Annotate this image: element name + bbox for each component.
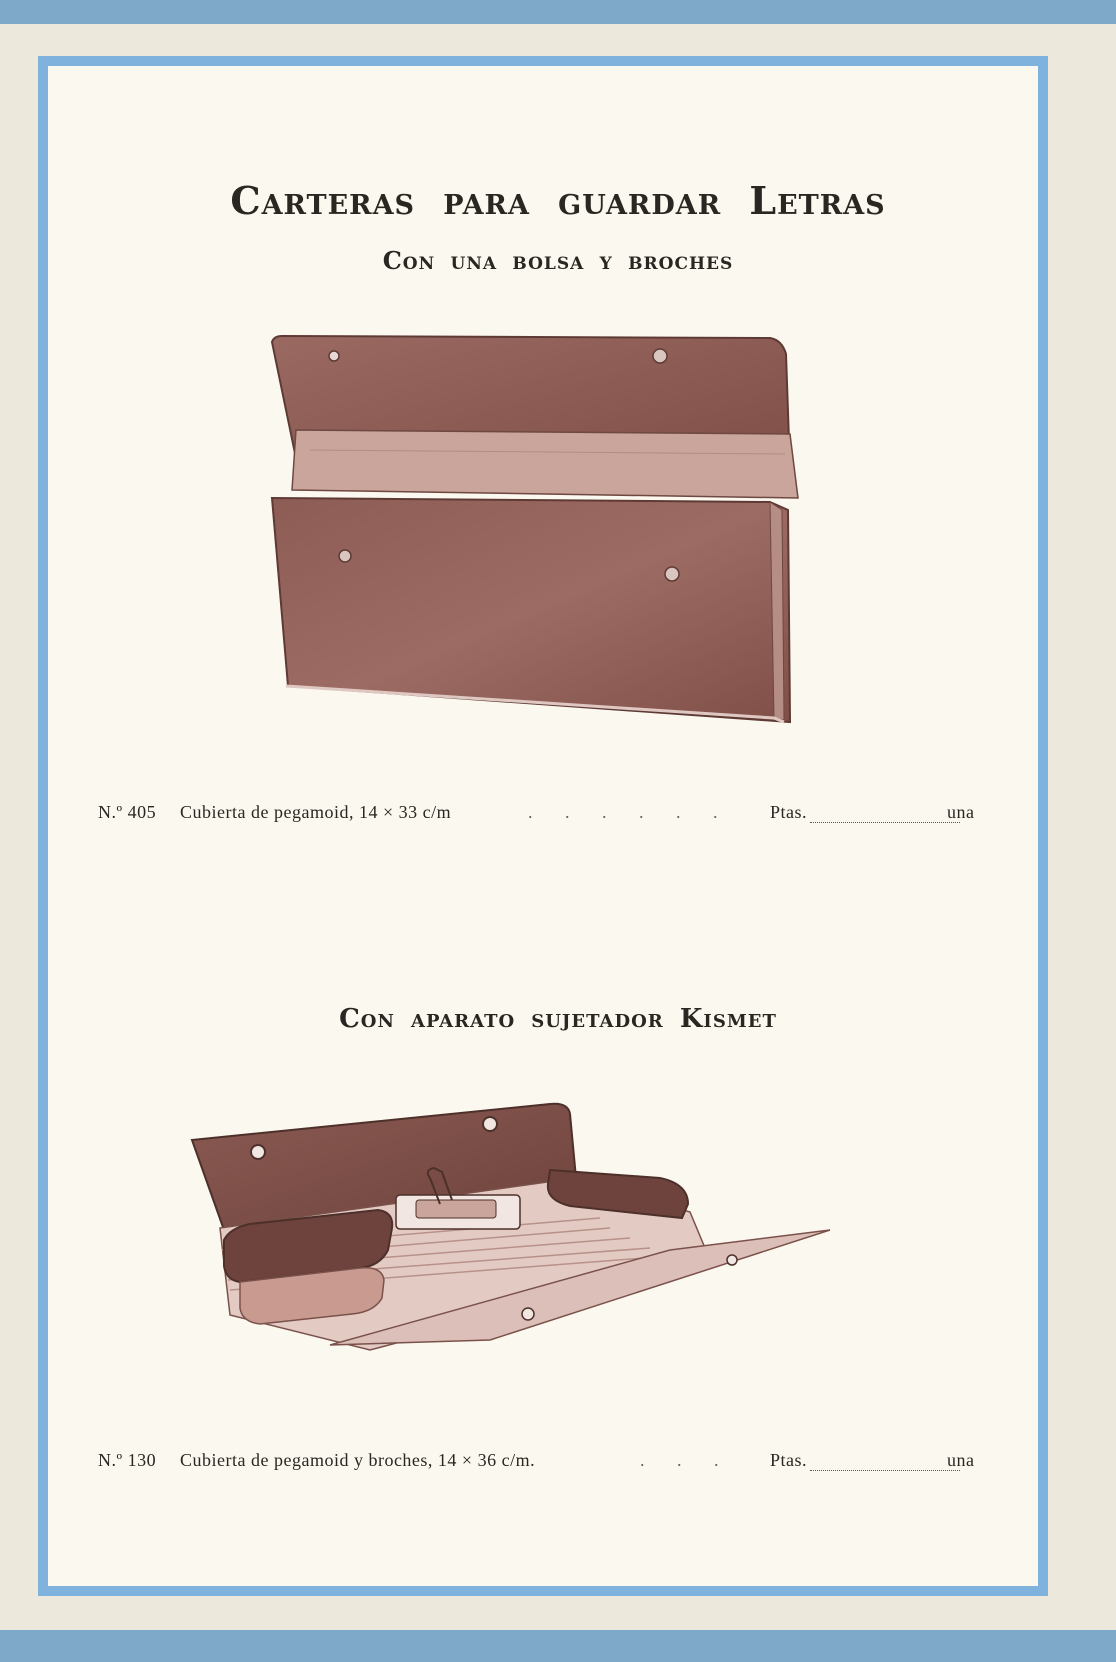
price-label: Ptas. [770,802,808,822]
price-label: Ptas. [770,1450,808,1470]
folder-illustration-405 [270,330,810,740]
page-title: Carteras para guardar Letras [230,178,886,223]
price-blank-line [810,1464,960,1471]
bottom-border-band [0,1630,1116,1662]
price-unit: una [947,1450,975,1470]
folder-illustration-130 [190,1100,900,1390]
price-blank-line [810,816,960,823]
price-unit: una [947,802,975,822]
section-subtitle-kismet: Con aparato sujetador Kismet [339,1004,777,1034]
product-description: Cubierta de pegamoid, 14 × 33 c/m [180,802,452,822]
product-entry-405 [98,802,980,830]
product-number: N.º 405 [98,802,157,822]
product-entry-130 [98,1450,980,1478]
leader-dots: . . . . . . [528,802,732,822]
product-description: Cubierta de pegamoid y broches, 14 × 36 c/m. [180,1450,536,1470]
leader-dots: . . . [640,1450,733,1470]
product-number: N.º 130 [98,1450,157,1470]
section-subtitle-bolsa: Con una bolsa y broches [382,246,734,275]
top-border-band [0,0,1116,24]
